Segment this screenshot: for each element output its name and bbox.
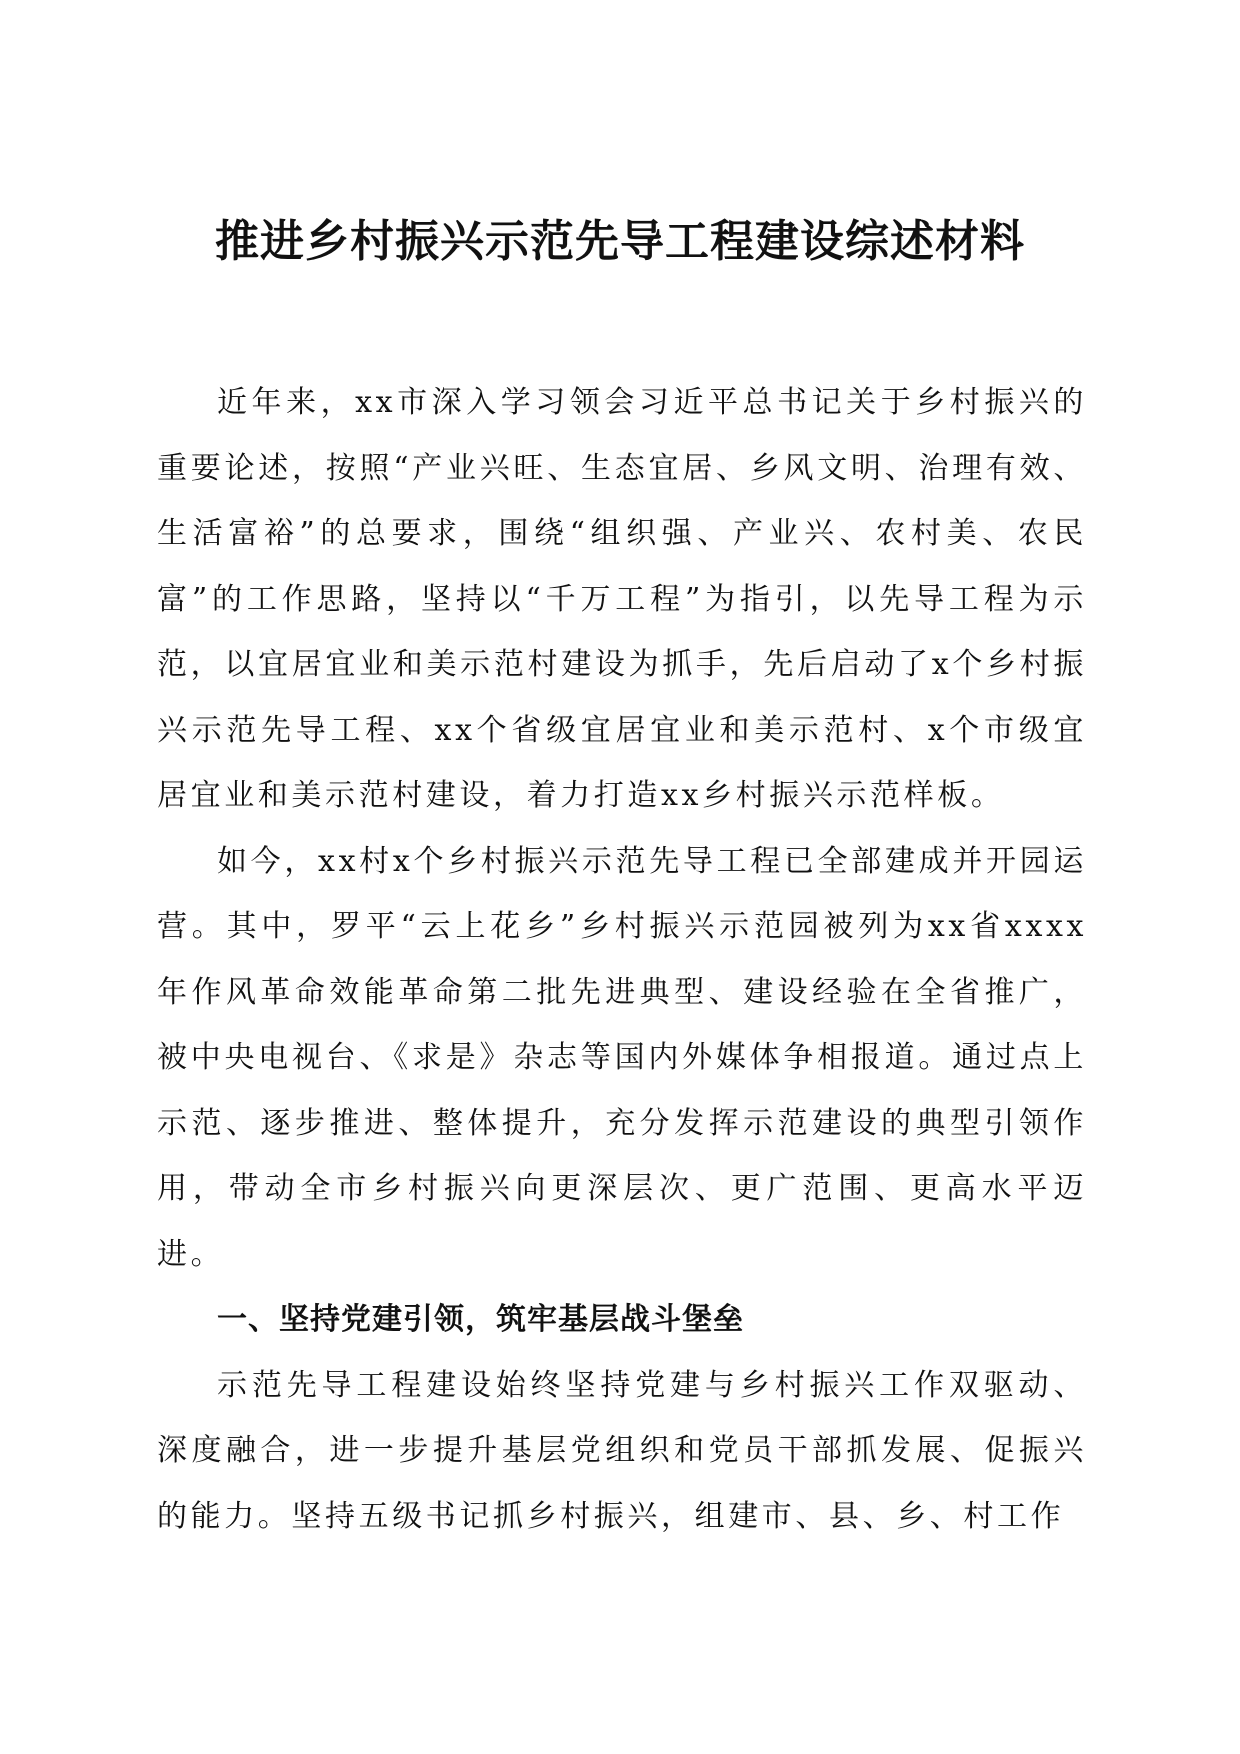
section-paragraph: 示范先导工程建设始终坚持党建与乡村振兴工作双驱动、深度融合，进一步提升基层党组织和党员干部抓发展、促振兴的能力。坚持五级书记抓乡村振兴，组建市、县、乡、村工作 (157, 1367, 1087, 1534)
document-title: 推进乡村振兴示范先导工程建设综述材料 (215, 216, 1025, 267)
achievement-paragraph: 如今，xx村x个乡村振兴示范先导工程已全部建成并开园运营。其中，罗平“云上花乡”乡村振兴示范园被列为xx省xxxx年作风革命效能革命第二批先进典型、建设经验在全省推广，被中央电视台、《求是》杂志等国内外媒体争相报道。通过点上示范、逐步推进、整体提升，充分发挥示范建设的典型引领作用，带动全市乡村振兴向更深层次、更广范围、更高水平迈进。 (157, 843, 1087, 1272)
section-heading: 一、坚持党建引领，筑牢基层战斗堡垒 (217, 1302, 744, 1337)
intro-paragraph: 近年来，xx市深入学习领会习近平总书记关于乡村振兴的重要论述，按照“产业兴旺、生态宜居、乡风文明、治理有效、生活富裕”的总要求，围绕“组织强、产业兴、农村美、农民富”的工作思路，坚持以“千万工程”为指引，以先导工程为示范，以宜居宜业和美示范村建设为抓手，先后启动了x个乡村振兴示范先导工程、xx个省级宜居宜业和美示范村、x个市级宜居宜业和美示范村建设，着力打造xx乡村振兴示范样板。 (157, 385, 1087, 813)
document-body (157, 370, 1087, 1549)
